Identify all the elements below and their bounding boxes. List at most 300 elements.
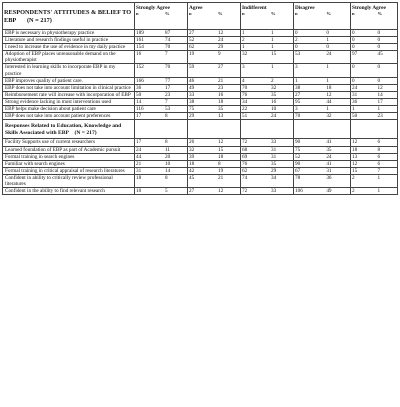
table-row [3,51,398,64]
row-label: Adoption of EBP places unreasonable demand on the physiotherapist [3,51,135,64]
count-value: 18 [136,174,142,181]
percent-value: 8 [165,139,168,146]
percent-value: 7 [165,98,168,105]
count-value: 32 [189,146,195,153]
data-cell [241,64,294,77]
percent-value: 10 [165,160,171,167]
percent-value: 1 [377,106,381,113]
percent-value: 16 [271,98,277,105]
percent-value: 13 [218,113,224,120]
data-cell [135,153,188,160]
count-value: 189 [136,30,144,36]
count-value: 42 [189,167,195,174]
data-cell [135,113,188,120]
count-value: 78 [295,174,301,181]
data-cell [241,77,294,84]
table-container [2,2,397,195]
row-label: Strong evidence lacking in most interventions used [3,98,135,105]
data-cell [351,51,398,64]
data-cell [135,98,188,105]
table-row [3,167,398,174]
percent-value: 0 [377,37,381,44]
count-value: 27 [295,91,301,98]
row-label: Facility Supports use of current researchers [3,139,135,146]
data-cell [135,146,188,153]
percent-value: 17 [377,98,383,105]
count-value: 18 [352,146,358,153]
percent-value: 70 [165,64,171,71]
data-cell [241,84,294,91]
section2-header-row [3,120,398,139]
table-row [3,64,398,77]
count-value: 51 [242,113,248,120]
data-cell [351,153,398,160]
count-value: 3 [242,64,245,71]
count-value: 2 [352,188,355,195]
count-value: 53 [295,51,301,58]
percent-value: 12 [218,139,224,146]
table-row [3,77,398,84]
data-cell [241,113,294,120]
data-cell [351,146,398,153]
row-label: Formal training in critical appraisal of research literatures [3,167,135,174]
data-cell [241,37,294,44]
count-value: 12 [352,160,358,167]
row-label: Reimbursement rate will increase with incorporation of EBP [3,91,135,98]
count-value: 154 [136,44,144,51]
percent-value: 70 [165,44,171,51]
data-cell [351,106,398,113]
percent-value: 1 [326,37,329,44]
percent-value: 49 [326,188,332,195]
percent-value: 23 [218,84,224,91]
data-cell [135,77,188,84]
percent-value: 31 [271,153,277,160]
percent-value: 17 [165,84,171,91]
count-value: 31 [352,91,358,98]
percent-value: 0 [326,30,329,36]
count-value: 39 [189,153,195,160]
percent-value: 8 [218,160,221,167]
percent-value: 35 [326,146,332,153]
data-cell [188,160,241,167]
count-value: 74 [242,174,248,181]
percent-value: 44 [326,98,332,105]
count-value: 44 [136,153,142,160]
data-cell [188,153,241,160]
col-header-label: Disagree [295,5,315,11]
count-value: 10 [136,188,142,195]
count-value: 49 [189,84,195,91]
n-label: n [242,11,245,16]
count-value: 2 [242,37,245,44]
percent-value: 12 [218,188,224,195]
count-value: 0 [352,37,355,44]
count-value: 90 [295,139,301,146]
col-header-label: Strongly Agree [136,5,170,11]
n-label: n [295,11,298,16]
percent-value: 18 [218,153,224,160]
percent-value: 5 [165,188,168,195]
percent-value: 8 [165,174,168,181]
data-cell [294,51,351,64]
data-cell [351,44,398,51]
count-value: 46 [189,77,195,84]
data-cell [351,30,398,37]
count-value: 0 [352,30,355,36]
table-row [3,37,398,44]
data-cell [294,139,351,146]
data-cell [188,106,241,113]
percent-value: 0 [377,77,381,84]
data-cell [351,139,398,146]
count-value: 17 [136,139,142,146]
count-value: 0 [352,64,355,71]
data-cell [135,84,188,91]
percent-value: 0 [326,44,329,51]
row-label: EBP is necessary in physiotherapy practice [3,30,135,37]
data-cell [294,64,351,77]
count-value: 38 [295,84,301,91]
count-value: 76 [242,91,248,98]
empty-cell [188,120,241,139]
data-cell [294,106,351,113]
count-value: 45 [189,174,195,181]
count-value: 3 [295,106,298,113]
data-cell [294,77,351,84]
data-cell [241,51,294,64]
count-value: 36 [136,84,142,91]
data-cell [241,146,294,153]
data-cell [135,30,188,37]
count-value: 50 [352,113,358,120]
data-cell [188,30,241,37]
table-row [3,153,398,160]
table-row [3,113,398,120]
section1-n: (N = 217) [26,17,52,24]
data-cell [188,51,241,64]
percent-value: 1 [271,44,274,51]
section1-header-row [3,3,398,30]
empty-cell [294,120,351,139]
percent-value: 32 [326,113,332,120]
col-header-strongly-agree-2 [351,3,398,30]
table-row [3,160,398,167]
count-value: 67 [295,167,301,174]
percent-value: 23 [165,91,171,98]
data-cell [351,113,398,120]
section2-title: Responses Related to Education, Knowledge and Skills Associated with EBP [5,123,122,136]
percent-value: 53 [165,106,171,113]
count-value: 16 [136,51,142,58]
data-cell [351,188,398,195]
data-cell [135,139,188,146]
table-row [3,30,398,37]
data-cell [294,153,351,160]
percent-value: 18 [326,84,332,91]
pct-label: % [271,11,276,16]
count-value: 0 [352,44,355,51]
data-cell [135,167,188,174]
count-value: 14 [136,98,142,105]
data-cell [188,77,241,84]
section1-title-cell [3,3,135,30]
data-cell [294,37,351,44]
n-label: n [189,11,192,16]
count-value: 24 [136,146,142,153]
count-value: 4 [242,77,245,84]
data-cell [135,44,188,51]
n-label: n [352,11,355,16]
data-cell [188,37,241,44]
data-cell [294,113,351,120]
data-cell [351,37,398,44]
data-cell [241,44,294,51]
pct-label: % [218,11,223,16]
percent-value: 24 [326,153,332,160]
count-value: 1 [242,30,245,36]
col-header-disagree [294,3,351,30]
percent-value: 1 [377,174,381,181]
count-value: 52 [295,153,301,160]
table-row [3,91,398,98]
percent-value: 18 [218,98,224,105]
data-cell [188,91,241,98]
percent-value: 29 [271,167,277,174]
count-value: 17 [136,113,142,120]
count-value: 70 [295,113,301,120]
table-row [3,98,398,105]
count-value: 69 [242,153,248,160]
data-cell [294,44,351,51]
count-value: 106 [295,188,303,195]
percent-value: 1 [271,37,274,44]
data-cell [188,146,241,153]
percent-value: 1 [377,188,381,195]
data-cell [294,84,351,91]
percent-value: 12 [218,30,224,36]
row-label: Formal training in search engines [3,153,135,160]
row-label: Interested in learning skills to incorporate EBP in my practice [3,64,135,77]
data-cell [188,139,241,146]
count-value: 90 [295,160,301,167]
empty-cell [351,120,398,139]
count-value: 152 [136,64,144,71]
data-cell [188,98,241,105]
row-label: Confident in ability to critically review professional literatures [3,174,135,187]
count-value: 31 [136,167,142,174]
percent-value: 12 [377,84,383,91]
percent-value: 6 [377,160,381,167]
data-cell [294,98,351,105]
section2-title-cell [3,120,135,139]
percent-value: 8 [165,113,168,120]
percent-value: 41 [326,160,332,167]
row-label: EBP does not take into account limitation in clinical practice [3,84,135,91]
count-value: 75 [189,106,195,113]
data-cell [294,174,351,187]
count-value: 75 [295,146,301,153]
data-cell [241,160,294,167]
section2-n: (N = 217) [74,129,97,136]
percent-value: 14 [377,91,383,98]
data-cell [241,153,294,160]
percent-value: 16 [218,91,224,98]
percent-value: 1 [271,30,274,36]
count-value: 72 [242,139,248,146]
count-value: 26 [189,139,195,146]
percent-value: 10 [271,106,277,113]
table-row [3,84,398,91]
data-cell [241,174,294,187]
count-value: 29 [189,113,195,120]
count-value: 161 [136,37,144,44]
count-value: 1 [352,106,355,113]
count-value: 2 [352,174,355,181]
section1-title: RESPONDENTS' ATTITUDES & BELIEF TO EBP [4,9,132,24]
count-value: 50 [136,91,142,98]
data-cell [188,188,241,195]
row-label: I need to increase the use of evidence in my daily practice [3,44,135,51]
count-value: 19 [189,51,195,58]
row-label: EBP helps make decision about patient care [3,106,135,113]
data-cell [294,30,351,37]
count-value: 166 [136,77,144,84]
table-row [3,188,398,195]
percent-value: 36 [326,174,332,181]
data-cell [351,98,398,105]
count-value: 12 [352,139,358,146]
count-value: 97 [352,51,358,58]
percent-value: 23 [377,113,383,120]
percent-value: 35 [271,91,277,98]
col-header-strongly-agree [135,3,188,30]
col-header-agree [188,3,241,30]
count-value: 116 [136,106,144,113]
empty-cell [135,120,188,139]
percent-value: 77 [165,77,171,84]
row-label: Familiar with search engines [3,160,135,167]
count-value: 18 [189,160,195,167]
table-row [3,174,398,187]
data-cell [351,167,398,174]
percent-value: 34 [271,174,277,181]
data-cell [241,106,294,113]
col-header-label: Strongly Agree [352,5,386,11]
row-label: Learned foundation of EBP as part of Academic pursuit [3,146,135,153]
percent-value: 0 [377,64,381,71]
percent-value: 15 [271,51,277,58]
count-value: 32 [242,51,248,58]
data-cell [188,167,241,174]
count-value: 68 [242,146,248,153]
count-value: 34 [242,98,248,105]
percent-value: 2 [271,77,274,84]
percent-value: 14 [165,167,171,174]
count-value: 0 [352,77,355,84]
percent-value: 6 [377,139,381,146]
percent-value: 35 [218,106,224,113]
percent-value: 0 [377,44,381,51]
count-value: 15 [352,167,358,174]
percent-value: 1 [326,77,329,84]
percent-value: 7 [377,167,381,174]
percent-value: 35 [271,160,277,167]
percent-value: 6 [377,153,381,160]
percent-value: 31 [326,167,332,174]
percent-value: 33 [271,139,277,146]
pct-label: % [326,11,331,16]
percent-value: 29 [218,44,224,51]
percent-value: 20 [165,153,171,160]
ebp-survey-table [2,2,398,195]
row-label: EBP improves quality of patient care. [3,77,135,84]
col-header-label: Indifferent [242,5,267,11]
percent-value: 31 [271,146,277,153]
pct-label: % [165,11,170,16]
count-value: 70 [242,84,248,91]
data-cell [351,64,398,77]
data-cell [294,146,351,153]
data-cell [241,30,294,37]
data-cell [241,188,294,195]
data-cell [351,91,398,98]
count-value: 38 [189,98,195,105]
pct-label: % [377,11,383,16]
percent-value: 15 [218,146,224,153]
empty-cell [241,120,294,139]
table-row [3,44,398,51]
data-cell [241,167,294,174]
data-cell [351,84,398,91]
count-value: 36 [352,98,358,105]
count-value: 0 [295,44,298,51]
table-row [3,146,398,153]
percent-value: 0 [377,30,381,36]
count-value: 0 [295,30,298,36]
percent-value: 19 [218,167,224,174]
percent-value: 33 [271,188,277,195]
data-cell [351,160,398,167]
percent-value: 74 [165,37,171,44]
count-value: 27 [189,30,195,36]
data-cell [294,160,351,167]
table-row [3,106,398,113]
count-value: 72 [242,188,248,195]
data-cell [294,91,351,98]
percent-value: 1 [326,64,329,71]
count-value: 33 [189,91,195,98]
count-value: 1 [242,44,245,51]
percent-value: 27 [218,64,224,71]
data-cell [135,37,188,44]
count-value: 2 [295,37,298,44]
data-cell [188,64,241,77]
data-cell [188,84,241,91]
count-value: 95 [295,98,301,105]
percent-value: 21 [218,77,224,84]
percent-value: 7 [165,51,168,58]
percent-value: 41 [326,139,332,146]
data-cell [135,160,188,167]
percent-value: 24 [326,51,332,58]
data-cell [135,64,188,77]
percent-value: 8 [377,146,381,153]
data-cell [188,113,241,120]
count-value: 27 [189,188,195,195]
percent-value: 1 [326,106,329,113]
percent-value: 32 [271,84,277,91]
